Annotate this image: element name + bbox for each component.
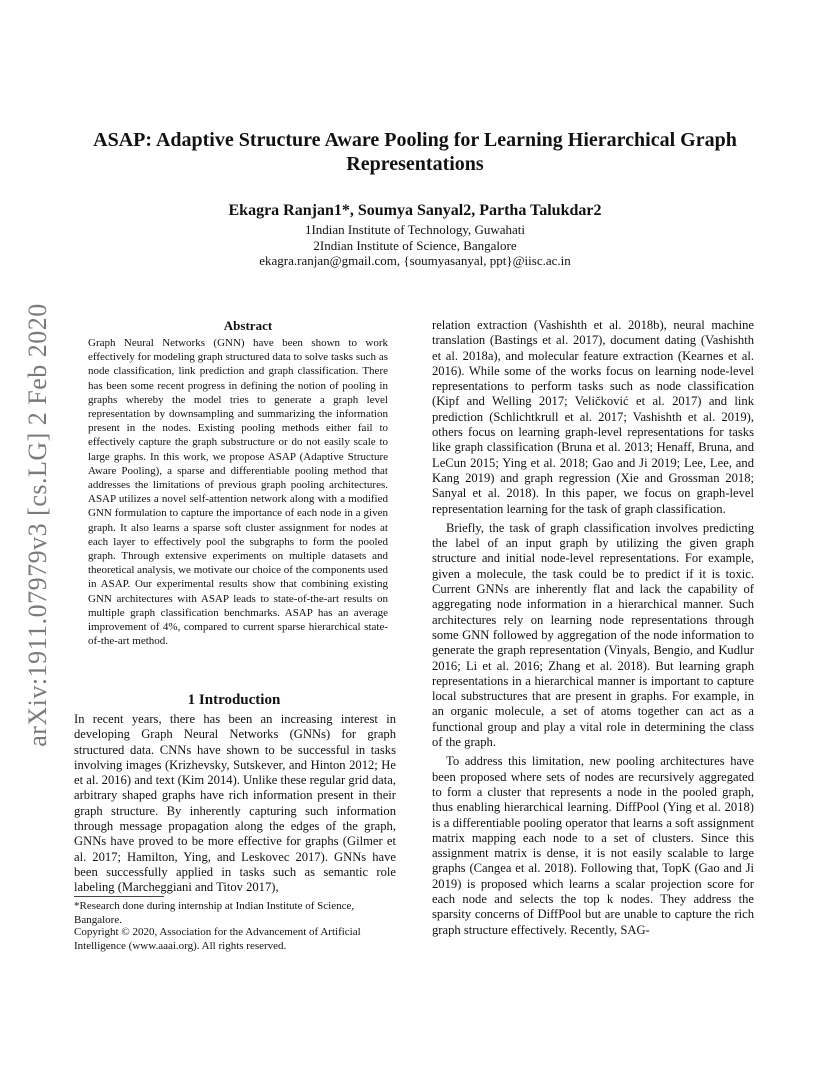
author-emails: ekagra.ranjan@gmail.com, {soumyasanyal, ppt}@iisc.ac.in [259,253,571,268]
footnote-research: *Research done during internship at Indian Institute of Science, Bangalore. [74,900,355,926]
affiliation-1: 1Indian Institute of Technology, Guwahati [304,222,526,237]
intro-paragraph-3: Briefly, the task of graph classification involves predicting the label of an input graph by utilizing the given graph structure and initial node-level representations. For example, given a molecule, the task could be to predict if it is toxic. Current GNNs are inherently flat and lack the capability of aggregating node information in a hierarchical manner. Such architectures rely on learning node representations through some GNN followed by aggregation of the node information to generate the graph representation (Vinyals, Bengio, and Kudlur 2016; Li et al. 2016; Zhang et al. 2018). But learning graph representations in a hierarchical manner is important to capture local substructures that are present in graphs. For example, in an organic molecule, a set of atoms together can act as a functional group and play a vital role in determining the class of the graph. [432,520,754,750]
affiliation-2: 2Indian Institute of Science, Bangalore [313,238,517,253]
abstract-text: Graph Neural Networks (GNN) have been shown to work effectively for modeling graph structured data to solve tasks such as node classification, link prediction and graph classification. There has been some recent progress in defining the notion of pooling in graphs whereby the model tries to generate a graph level representation by downsampling and summarizing the information present in the nodes. Existing pooling methods either fail to effectively capture the graph substructure or do not easily scale to large graphs. In this work, we propose ASAP (Adaptive Structure Aware Pooling), a sparse and differentiable pooling method that addresses the limitations of previous graph pooling architectures. ASAP utilizes a novel self-attention network along with a modified GNN formulation to capture the importance of each node in a given graph. It also learns a sparse soft cluster assignment for nodes at each layer to effectively pool the subgraphs to form the pooled graph. Through extensive experiments on multiple datasets and theoretical analysis, we motivate our choice of the components used in ASAP. Our experimental results show that combining existing GNN architectures with ASAP leads to state-of-the-art results on multiple graph classification benchmarks. ASAP has an average improvement of 4%, compared to current sparse hierarchical state-of-the-art method. [88,337,388,648]
intro-paragraph-2: relation extraction (Vashishth et al. 2018b), neural machine translation (Bastings et al. 2017), document dating (Vashishth et al. 2018a), and molecular feature extraction (Kearnes et al. 2016). While some of the works focus on learning node-level representations to perform tasks such as node classification (Kipf and Welling 2017; Veličković et al. 2017) and link prediction (Schlichtkrull et al. 2017; Vashishth et al. 2019), others focus on learning graph-level representations for tasks like graph classification (Bruna et al. 2013; Henaff, Bruna, and LeCun 2015; Ying et al. 2018; Gao and Ji 2019; Lee, Lee, and Kang 2019) and graph regression (Xie and Grossman 2018; Sanyal et al. 2018). In this paper, we focus on graph-level representation learning for the task of graph classification. [432,318,754,516]
title-line-1: ASAP: Adaptive Structure Aware Pooling for Learning Hierarchical Graph [93,129,737,151]
arxiv-identifier: arXiv:1911.07979v3 [cs.LG] 2 Feb 2020 [23,303,52,747]
intro-paragraph-4: To address this limitation, new pooling architectures have been proposed where sets of nodes are recursively aggregated to form a cluster that represents a node in the pooled graph, thus enabling hierarchical learning. DiffPool (Ying et al. 2018) is a differentiable pooling operator that learns a soft assignment matrix mapping each node to a set of clusters. Since this assignment matrix is dense, it is not easily scalable to large graphs (Cangea et al. 2018). Following that, TopK (Gao and Ji 2019) is proposed which learns a scalar projection score for each node and selects the top k nodes. They address the sparsity concerns of DiffPool but are unable to capture the rich graph structure effectively. Recently, SAG- [432,754,754,937]
footnote-rule [74,896,164,897]
arxiv-sidebar [18,290,58,760]
paper-title [90,128,740,176]
section-heading-introduction: 1 Introduction [187,692,281,708]
abstract-heading: Abstract [223,318,273,333]
title-line-2: Representations [346,153,484,175]
intro-paragraph-1: In recent years, there has been an increasing interest in developing Graph Neural Networks (GNNs) for graph structured data. CNNs have shown to be successful in tasks involving images (Krizhevsky, Sutskever, and Hinton 2012; He et al. 2016) and text (Kim 2014). Unlike these regular grid data, arbitrary shaped graphs have rich information present in their graph structure. By inherently capturing such information through message propagation along the edges of the graph, GNNs have proved to be more effective for graphs (Gilmer et al. 2017; Hamilton, Ying, and Leskovec 2017). GNNs have been successfully applied in tasks such as semantic role labeling (Marcheggiani and Titov 2017), [74,712,396,895]
author-list: Ekagra Ranjan1*, Soumya Sanyal2, Partha Talukdar2 [228,202,602,219]
footnote-copyright: Copyright © 2020, Association for the Advancement of Artificial Intelligence (www.aaai.org). All rights reserved. [74,926,361,952]
left-column-body [74,712,396,896]
right-column-body [432,318,754,938]
